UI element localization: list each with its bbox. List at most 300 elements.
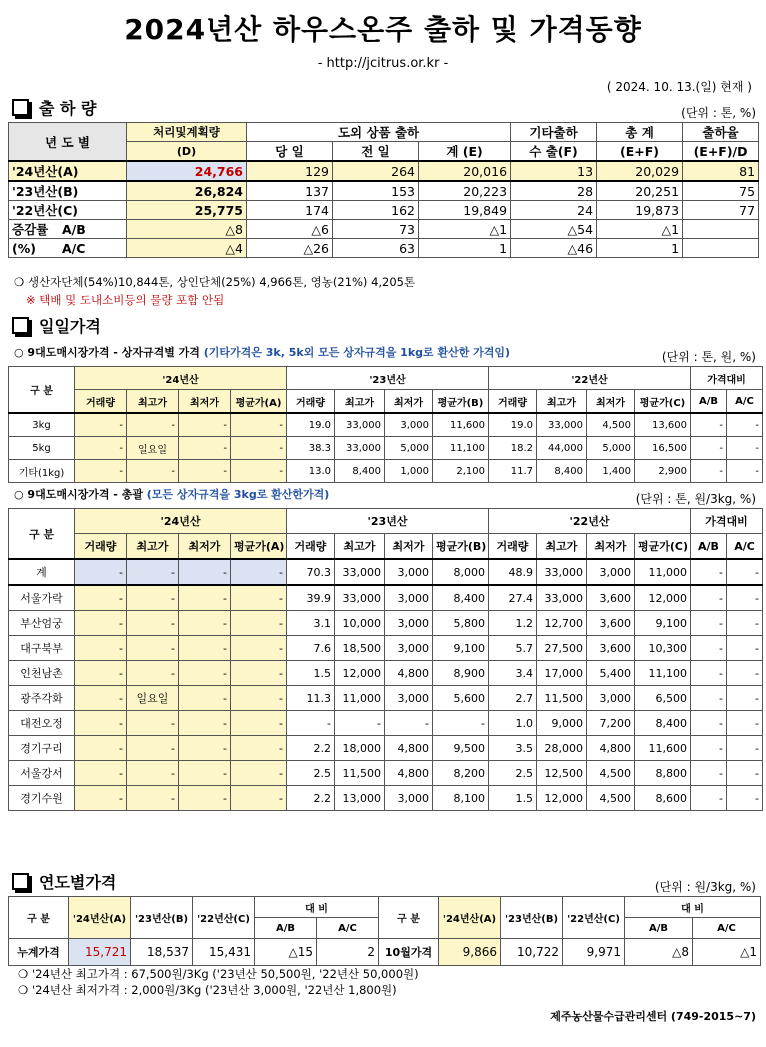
cell-value: 18,500 — [335, 636, 385, 661]
cell-value: - — [691, 736, 727, 761]
cell-value: 4,800 — [587, 736, 635, 761]
cell-value: 33,000 — [335, 559, 385, 585]
cell-value: 3,000 — [385, 786, 433, 811]
cell-value: - — [75, 585, 127, 611]
cell-value: 5,000 — [587, 437, 635, 460]
table-row — [9, 585, 763, 611]
min-price-note: ❍ '24년산 최저가격 : 2,000원/3Kg ('23년산 3,000원, '22년산 1,800원) — [18, 983, 397, 997]
row-label: '24년산(A) — [9, 161, 127, 181]
row-label: 대구북부 — [9, 636, 75, 661]
table-row — [9, 460, 763, 483]
cell-value: 5,600 — [433, 686, 489, 711]
summary-price-table — [8, 508, 763, 811]
header-y22: '22년산 — [489, 367, 691, 390]
header-price-cmp: 가격대비 — [691, 367, 763, 390]
footer-org: 제주농산물수급관리센터 (749-2015~7) — [550, 1010, 756, 1023]
row-label: 경기수원 — [9, 786, 75, 811]
cell-value: - — [75, 636, 127, 661]
row-label: 3kg — [9, 413, 75, 437]
table-row — [9, 686, 763, 711]
col-header: A/C — [727, 534, 763, 560]
yearly-price-table — [8, 896, 761, 966]
cell-rate: 77 — [683, 201, 759, 220]
col-header: 최저가 — [179, 390, 231, 414]
cell-value: 3,000 — [587, 686, 635, 711]
table-row — [9, 437, 763, 460]
cell-value: - — [691, 636, 727, 661]
header-other-sub: 수 출(F) — [511, 142, 597, 162]
cell-export: 24 — [511, 201, 597, 220]
header-ac: A/C — [317, 918, 379, 939]
cell-value: 33,000 — [537, 413, 587, 437]
col-header: 최저가 — [587, 390, 635, 414]
section-daily-title: 일일가격 — [12, 314, 101, 337]
cell-value: 18,000 — [335, 736, 385, 761]
header-y23: '23년산(B) — [131, 897, 193, 939]
cell-value: - — [75, 437, 127, 460]
cell-value: 33,000 — [335, 585, 385, 611]
unit-label: (단위 : 톤, %) — [681, 106, 756, 120]
col-header: A/C — [727, 390, 763, 414]
cell-value: 17,000 — [537, 661, 587, 686]
cell-ab: △15 — [255, 939, 317, 966]
cell-value: 5,000 — [385, 437, 433, 460]
cell-y22-oct: 9,971 — [563, 939, 625, 966]
cell-value: - — [231, 761, 287, 786]
cell-value: 33,000 — [335, 437, 385, 460]
header-y23: '23년산 — [287, 509, 489, 534]
cell-value: 11.3 — [287, 686, 335, 711]
cell-value: - — [727, 460, 763, 483]
col-header: 최고가 — [537, 534, 587, 560]
cell-value: 3,000 — [385, 686, 433, 711]
header-ab: A/B — [255, 918, 317, 939]
cell-value: - — [231, 661, 287, 686]
cell-value: 3,000 — [385, 585, 433, 611]
cell-value: 3,000 — [385, 611, 433, 636]
cell-value: 8,200 — [433, 761, 489, 786]
cell-y22: 15,431 — [193, 939, 255, 966]
header-year: 년 도 별 — [9, 123, 127, 162]
table-row — [9, 220, 759, 239]
cell-value: - — [179, 661, 231, 686]
col-header: 최저가 — [385, 390, 433, 414]
table-row — [9, 413, 763, 437]
cell-value: - — [179, 686, 231, 711]
pct-label: (%) — [12, 240, 36, 256]
row-label: 계 — [9, 559, 75, 585]
cell-sum: 20,016 — [419, 161, 511, 181]
cell-value: - — [727, 585, 763, 611]
section-shipment-title: 출 하 량 — [12, 96, 97, 119]
shipment-table — [8, 122, 759, 258]
header-gubun: 구 분 — [9, 509, 75, 560]
header-y23-2: '23년산(B) — [501, 897, 563, 939]
cell-today: △6 — [247, 220, 333, 239]
cell-value: - — [127, 661, 179, 686]
cell-value: 4,800 — [385, 736, 433, 761]
cell-value: - — [231, 437, 287, 460]
cell-value: 9,500 — [433, 736, 489, 761]
cell-value: - — [75, 661, 127, 686]
cell-sum: △1 — [419, 220, 511, 239]
header-outside: 도외 상품 출하 — [247, 123, 511, 142]
table-row — [9, 786, 763, 811]
unit-label-2: (단위 : 톤, 원/3kg, %) — [635, 492, 756, 506]
cell-today: 137 — [247, 181, 333, 201]
row-label: 기타(1kg) — [9, 460, 75, 483]
pct-label-cell — [9, 239, 127, 258]
cell-ac: 2 — [317, 939, 379, 966]
col-header: 평균가(C) — [635, 390, 691, 414]
cell-value: 28,000 — [537, 736, 587, 761]
row-label: '23년산(B) — [9, 181, 127, 201]
header-y24: '24년산 — [75, 509, 287, 534]
site-url[interactable]: - http://jcitrus.or.kr - — [317, 56, 449, 71]
table-row — [9, 736, 763, 761]
cell-value: 1.5 — [489, 786, 537, 811]
header-rate: 출하율 — [683, 123, 759, 142]
header-total-sub: (E+F) — [597, 142, 683, 162]
header-rate-sub: (E+F)/D — [683, 142, 759, 162]
cell-value: - — [127, 761, 179, 786]
cell-value: - — [727, 636, 763, 661]
col-header: 최고가 — [335, 390, 385, 414]
cell-value: 70.3 — [287, 559, 335, 585]
cell-value: - — [127, 585, 179, 611]
cell-value: - — [691, 686, 727, 711]
cell-value: 3,600 — [587, 636, 635, 661]
table-row — [9, 711, 763, 736]
cell-value: 16,500 — [635, 437, 691, 460]
table-row — [9, 611, 763, 636]
cell-value: 1.5 — [287, 661, 335, 686]
cell-value: - — [179, 636, 231, 661]
cell-value: - — [75, 711, 127, 736]
cell-value: - — [179, 460, 231, 483]
cell-value: 11,600 — [433, 413, 489, 437]
cell-prev: 264 — [333, 161, 419, 181]
cell-value: - — [287, 711, 335, 736]
cell-value: 1,000 — [385, 460, 433, 483]
cell-value: - — [231, 559, 287, 585]
cell-total: 20,029 — [597, 161, 683, 181]
section-yearly-title: 연도별가격 — [12, 870, 116, 893]
col-header: 평균가(A) — [231, 390, 287, 414]
table-row — [9, 939, 761, 966]
cell-value: 3,000 — [587, 559, 635, 585]
cell-total: 19,873 — [597, 201, 683, 220]
table-row — [9, 661, 763, 686]
table-row — [9, 201, 759, 220]
cell-value: - — [727, 686, 763, 711]
cell-value: 3.1 — [287, 611, 335, 636]
cell-sum: 1 — [419, 239, 511, 258]
cell-value: 9,100 — [635, 611, 691, 636]
cell-value: 38.3 — [287, 437, 335, 460]
col-header: 최저가 — [587, 534, 635, 560]
cell-value: - — [127, 636, 179, 661]
cell-value: 6,500 — [635, 686, 691, 711]
cell-sum: 20,223 — [419, 181, 511, 201]
cell-value: - — [127, 711, 179, 736]
cell-value: 3,600 — [587, 585, 635, 611]
cell-value: - — [231, 413, 287, 437]
cell-value: - — [75, 460, 127, 483]
cell-value: - — [127, 559, 179, 585]
checkbox-square-icon — [12, 317, 29, 334]
cell-value: 44,000 — [537, 437, 587, 460]
checkbox-square-icon — [12, 99, 29, 116]
unit-label-3: (단위 : 원/3kg, %) — [654, 880, 756, 894]
cell-value: 8,900 — [433, 661, 489, 686]
inc-label-cell — [9, 220, 127, 239]
inc-ac-label: A/C — [62, 240, 86, 256]
header-y23: '23년산 — [287, 367, 489, 390]
header-sum: 계 (E) — [419, 142, 511, 162]
cell-sum: 19,849 — [419, 201, 511, 220]
cell-prev: 63 — [333, 239, 419, 258]
cell-value: 8,100 — [433, 786, 489, 811]
cell-value: 11.7 — [489, 460, 537, 483]
header-plan: 처리및계획량 — [127, 123, 247, 142]
subtitle-box-spec: ○ 9대도매시장가격 - 상자규격별 가격 (기타가격은 3k, 5k외 모든 상자규격을 1kg로 환산한 가격임) — [14, 346, 511, 359]
cell-value: - — [691, 611, 727, 636]
cell-value: 12,700 — [537, 611, 587, 636]
inc-ab-label: A/B — [62, 222, 86, 237]
col-header: 평균가(B) — [433, 390, 489, 414]
cell-export: △46 — [511, 239, 597, 258]
cell-value: 1.0 — [489, 711, 537, 736]
col-header: 최저가 — [385, 534, 433, 560]
cell-value: - — [127, 786, 179, 811]
cell-value: - — [179, 786, 231, 811]
cell-y23: 18,537 — [131, 939, 193, 966]
col-header: 평균가(B) — [433, 534, 489, 560]
cell-value: - — [75, 786, 127, 811]
cell-value: - — [127, 736, 179, 761]
cell-value: - — [433, 711, 489, 736]
table-row — [9, 761, 763, 786]
page-title: 2024년산 하우스온주 출하 및 가격동향 — [124, 13, 642, 46]
cell-value: 8,400 — [635, 711, 691, 736]
row-label-cumulative: 누계가격 — [9, 939, 69, 966]
cell-value: 8,600 — [635, 786, 691, 811]
col-header: 거래량 — [287, 390, 335, 414]
cell-value: 12,000 — [335, 661, 385, 686]
header-gubun: 구 분 — [9, 367, 75, 414]
cell-value: 5,800 — [433, 611, 489, 636]
header-y24: '24년산(A) — [69, 897, 131, 939]
cell-value: 19.0 — [287, 413, 335, 437]
col-header: 최고가 — [335, 534, 385, 560]
cell-value: - — [75, 761, 127, 786]
cell-value: - — [691, 585, 727, 611]
cell-rate: 81 — [683, 161, 759, 181]
cell-value: 11,500 — [335, 761, 385, 786]
cell-value: - — [231, 786, 287, 811]
cell-value: 2.5 — [489, 761, 537, 786]
cell-value: 3.4 — [489, 661, 537, 686]
col-header: 거래량 — [287, 534, 335, 560]
cell-value: 4,800 — [385, 661, 433, 686]
cell-value: 8,400 — [335, 460, 385, 483]
cell-value: - — [691, 413, 727, 437]
cell-value: - — [179, 437, 231, 460]
row-label: 부산엄궁 — [9, 611, 75, 636]
cell-value: - — [691, 761, 727, 786]
header-gubun: 구 분 — [9, 897, 69, 939]
col-header: 거래량 — [489, 390, 537, 414]
cell-value: 5,400 — [587, 661, 635, 686]
cell-value: - — [231, 711, 287, 736]
col-header: 최고가 — [537, 390, 587, 414]
cell-value: - — [691, 437, 727, 460]
cell-value: - — [727, 786, 763, 811]
cell-value: 3.5 — [489, 736, 537, 761]
report-date: ( 2024. 10. 13.(일) 현재 ) — [606, 80, 752, 94]
cell-value: 11,600 — [635, 736, 691, 761]
cell-value: 9,000 — [537, 711, 587, 736]
cell-value: 9,100 — [433, 636, 489, 661]
cell-value: 12,000 — [537, 786, 587, 811]
cell-ac-oct: △1 — [693, 939, 761, 966]
row-label: 경기구리 — [9, 736, 75, 761]
cell-prev: 153 — [333, 181, 419, 201]
cell-value: - — [127, 460, 179, 483]
cell-value: 12,000 — [635, 585, 691, 611]
col-header: 거래량 — [75, 390, 127, 414]
cell-value: - — [179, 413, 231, 437]
cell-value: 2,100 — [433, 460, 489, 483]
cell-value: 33,000 — [537, 559, 587, 585]
cell-today: 174 — [247, 201, 333, 220]
cell-value: 33,000 — [335, 413, 385, 437]
cell-value: 3,600 — [587, 611, 635, 636]
subtitle-summary: ○ 9대도매시장가격 - 총괄 (모든 상자규격을 3kg로 환산한가격) — [14, 488, 330, 501]
col-header: 최고가 — [127, 534, 179, 560]
cell-rate — [683, 239, 759, 258]
cell-value: 2.5 — [287, 761, 335, 786]
producer-note: ❍ 생산자단체(54%)10,844톤, 상인단체(25%) 4,966톤, 영농(21%) 4,205톤 — [14, 275, 416, 289]
row-label: 대전오정 — [9, 711, 75, 736]
cell-export: △54 — [511, 220, 597, 239]
cell-value: 1,400 — [587, 460, 635, 483]
unit-label-1: (단위 : 톤, 원, %) — [661, 350, 756, 364]
header-gubun-2: 구 분 — [379, 897, 439, 939]
cell-value: - — [231, 636, 287, 661]
cell-value: - — [179, 559, 231, 585]
header-plan-sub: (D) — [127, 142, 247, 162]
cell-value: - — [727, 611, 763, 636]
row-label: 광주각화 — [9, 686, 75, 711]
cell-today: 129 — [247, 161, 333, 181]
cell-prev: 162 — [333, 201, 419, 220]
cell-value: - — [691, 711, 727, 736]
cell-value: - — [179, 711, 231, 736]
header-ac-2: A/C — [693, 918, 761, 939]
header-other: 기타출하 — [511, 123, 597, 142]
col-header: A/B — [691, 534, 727, 560]
cell-value: - — [727, 559, 763, 585]
header-price-cmp: 가격대비 — [691, 509, 763, 534]
cell-value: 4,500 — [587, 761, 635, 786]
cell-value: 2.7 — [489, 686, 537, 711]
cell-value: 3,000 — [385, 559, 433, 585]
cell-value: - — [75, 686, 127, 711]
cell-plan: △8 — [127, 220, 247, 239]
row-label-october: 10월가격 — [379, 939, 439, 966]
cell-value: - — [727, 413, 763, 437]
cell-export: 28 — [511, 181, 597, 201]
cell-value: - — [231, 460, 287, 483]
header-ab-2: A/B — [625, 918, 693, 939]
cell-value: - — [179, 585, 231, 611]
cell-value: 8,000 — [433, 559, 489, 585]
cell-value: 7,200 — [587, 711, 635, 736]
cell-total: 1 — [597, 239, 683, 258]
cell-value: - — [335, 711, 385, 736]
cell-value: 4,800 — [385, 761, 433, 786]
cell-value: 12,500 — [537, 761, 587, 786]
cell-y24: 15,721 — [69, 939, 131, 966]
cell-value: 10,000 — [335, 611, 385, 636]
cell-value: 33,000 — [537, 585, 587, 611]
cell-value: 10,300 — [635, 636, 691, 661]
cell-value: 8,800 — [635, 761, 691, 786]
cell-value: 3,000 — [385, 413, 433, 437]
cell-value: - — [179, 761, 231, 786]
table-row — [9, 181, 759, 201]
col-header: A/B — [691, 390, 727, 414]
row-label: 인천남촌 — [9, 661, 75, 686]
header-cmp: 대 비 — [255, 897, 379, 918]
delivery-note: ※ 택배 및 도내소비등의 물량 포함 안됨 — [26, 293, 225, 307]
cell-value: 19.0 — [489, 413, 537, 437]
cell-value: 13,000 — [335, 786, 385, 811]
cell-value: 2.2 — [287, 736, 335, 761]
cell-value: - — [727, 736, 763, 761]
header-total: 총 계 — [597, 123, 683, 142]
cell-value: 4,500 — [587, 413, 635, 437]
header-y24: '24년산 — [75, 367, 287, 390]
header-y22: '22년산(C) — [193, 897, 255, 939]
header-cmp-2: 대 비 — [625, 897, 761, 918]
checkbox-square-icon — [12, 873, 29, 890]
cell-value: - — [691, 460, 727, 483]
table-row — [9, 239, 759, 258]
header-y24-2: '24년산(A) — [439, 897, 501, 939]
table-row — [9, 636, 763, 661]
col-header: 평균가(C) — [635, 534, 691, 560]
cell-value: - — [691, 786, 727, 811]
cell-value: - — [231, 611, 287, 636]
row-label: 서울강서 — [9, 761, 75, 786]
box-spec-price-table — [8, 366, 763, 483]
cell-plan: 26,824 — [127, 181, 247, 201]
cell-value: 48.9 — [489, 559, 537, 585]
cell-y24-oct: 9,866 — [439, 939, 501, 966]
row-label: 서울가락 — [9, 585, 75, 611]
cell-value: 11,500 — [537, 686, 587, 711]
cell-total: △1 — [597, 220, 683, 239]
cell-value: 8,400 — [537, 460, 587, 483]
cell-value: - — [385, 711, 433, 736]
cell-value: - — [231, 736, 287, 761]
cell-value: 8,400 — [433, 585, 489, 611]
cell-value: - — [75, 611, 127, 636]
cell-value: 13.0 — [287, 460, 335, 483]
